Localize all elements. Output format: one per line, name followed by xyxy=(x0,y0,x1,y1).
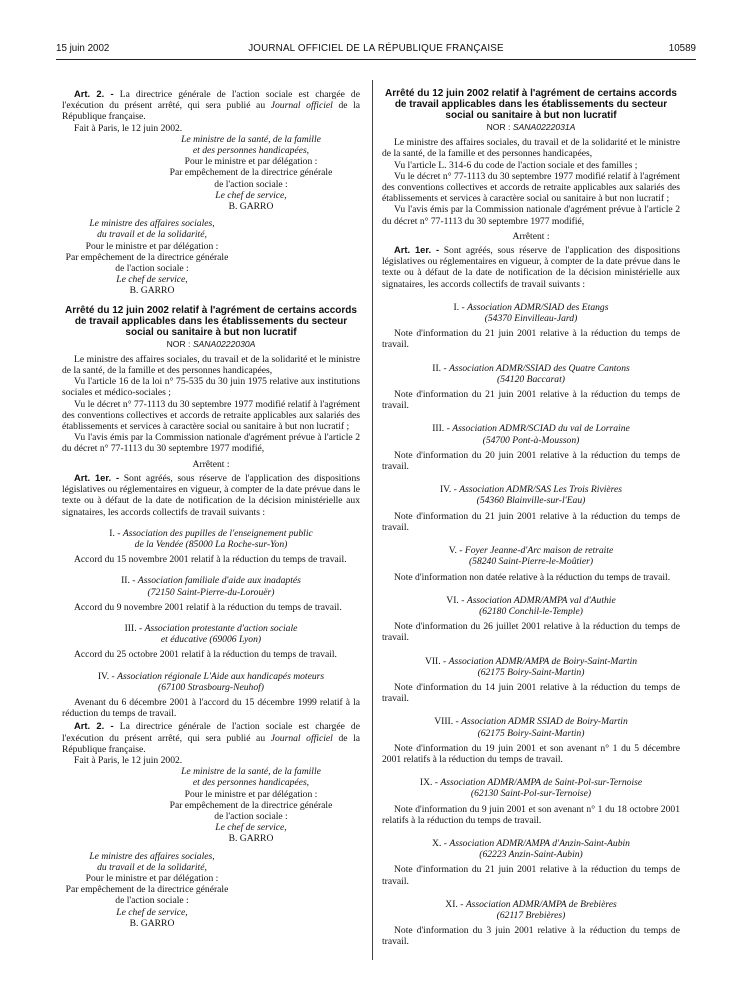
arretent-left: Arrêtent : xyxy=(192,458,230,470)
nor-reference-left: NOR : SANA0222030A xyxy=(166,338,256,349)
article-2-bottom: Art. 2. - La directrice générale de l'action sociale est chargée de l'exécution du présent arrêté, qui sera publié au Journal officiel de la République française. xyxy=(62,720,361,755)
visa-commission-left: Vu l'avis émis par la Commission nationale d'agrément prévue à l'article 2 du décret n° 77-1113 du 30 septembre 1977 modifié, xyxy=(62,432,360,455)
left-column xyxy=(62,88,360,929)
association-agreement-text: Note d'information du 21 juin 2001 relative à la réduction du temps de travail. xyxy=(382,510,680,533)
association-entry xyxy=(382,363,680,412)
association-agreement-text: Note d'information du 21 juin 2001 relative à la réduction du temps de travail. xyxy=(382,389,680,412)
signature-block-4: Le ministre des affaires sociales, du travail et de la solidarité, Pour le ministre et par délégation : Par empêchement de la directrice générale de l'action sociale : Le chef de service, B. GARRO xyxy=(65,850,229,929)
decree-title-right: Arrêté du 12 juin 2002 relatif à l'agrément de certains accords de travail applicables dans les établissements du secteur social ou sanitaire à but non lucratif xyxy=(385,88,677,121)
header-rule xyxy=(56,59,696,60)
association-location: (72150 Saint-Pierre-du-Lorouër) xyxy=(147,586,275,598)
page-header xyxy=(56,43,696,55)
association-location: (67100 Strasbourg-Neuhof) xyxy=(158,681,264,693)
association-entry xyxy=(62,528,360,566)
association-entry xyxy=(382,838,680,887)
right-column xyxy=(382,88,680,948)
association-location: (54370 Einvilleau-Jard) xyxy=(484,313,578,325)
visa-decree-left: Vu le décret n° 77-1113 du 30 septembre 1977 modifié relatif à l'agrément des conventions collectives et accords de retraite applicables aux salariés des établissements et services à caractère social ou sanitaire à but non lucratif ; xyxy=(62,398,360,433)
association-heading: X. - Association ADMR/AMPA d'Anzin-Saint-Aubin xyxy=(432,837,630,849)
association-location: de la Vendée (85000 La Roche-sur-Yon) xyxy=(134,538,288,550)
association-agreement-text: Avenant du 6 décembre 2001 à l'accord du 15 décembre 1999 relatif à la réduction du temps de travail. xyxy=(62,696,360,720)
association-heading: IX. - Association ADMR/AMPA de Saint-Pol-sur-Ternoise xyxy=(419,777,643,789)
visa-ministers-right: Le ministre des affaires sociales, du travail et de la solidarité et le ministre de la santé, de la famille et des personnes handicapées, xyxy=(382,137,680,160)
association-agreement-text: Accord du 15 novembre 2001 relatif à la réduction du temps de travail. xyxy=(74,554,347,566)
association-heading: VIII. - Association ADMR SSIAD de Boiry-Martin xyxy=(434,716,628,728)
association-agreement-text: Note d'information du 9 juin 2001 et son avenant n° 1 du 18 octobre 2001 relatifs à la réduction du temps de travail. xyxy=(382,803,680,826)
header-date: 15 juin 2002 xyxy=(56,43,110,54)
association-location: (62175 Boiry-Saint-Martin) xyxy=(477,727,585,739)
association-entry xyxy=(62,671,360,720)
association-entry xyxy=(62,575,360,613)
visa-code-right: Vu l'article L. 314-6 du code de l'action sociale et des familles ; xyxy=(394,159,638,171)
column-divider xyxy=(372,80,373,960)
association-heading: IV. - Association régionale L'Aide aux handicapés moteurs xyxy=(97,670,325,682)
association-location: (62223 Anzin-Saint-Aubin) xyxy=(479,849,583,861)
association-heading: IV. - Association ADMR/SAS Les Trois Rivières xyxy=(439,484,623,496)
association-entry xyxy=(382,545,680,583)
association-heading: VI. - Association ADMR/AMPA val d'Authie xyxy=(446,594,616,606)
association-location: (62180 Conchil-le-Temple) xyxy=(479,605,583,617)
fait-a-paris-bottom: Fait à Paris, le 12 juin 2002. xyxy=(74,754,183,766)
association-location: (58240 Saint-Pierre-le-Moûtier) xyxy=(468,556,594,568)
association-heading: III. - Association ADMR/SCIAD du val de Lorraine xyxy=(432,423,630,435)
left-association-list xyxy=(62,528,360,720)
association-heading: III. - Association protestante d'action sociale xyxy=(124,622,298,634)
association-entry xyxy=(382,595,680,644)
association-location: (54120 Baccarat) xyxy=(497,373,565,385)
association-entry xyxy=(382,716,680,765)
header-page-number: 10589 xyxy=(668,43,696,54)
fait-a-paris-top: Fait à Paris, le 12 juin 2002. xyxy=(74,122,183,134)
association-entry xyxy=(382,302,680,351)
signature-block-2: Le ministre des affaires sociales, du travail et de la solidarité, Pour le ministre et par délégation : Par empêchement de la directrice générale de l'action sociale : Le chef de service, B. GARRO xyxy=(65,218,229,297)
association-agreement-text: Note d'information du 26 juillet 2001 relative à la réduction du temps de travail. xyxy=(382,621,680,644)
decree-title-left: Arrêté du 12 juin 2002 relatif à l'agrément de certains accords de travail applicables dans les établissements du secteur social ou sanitaire à but non lucratif xyxy=(65,304,357,338)
association-location: et éducative (69006 Lyon) xyxy=(160,634,262,646)
visa-decree-right: Vu le décret n° 77-1113 du 30 septembre 1977 modifié relatif à l'agrément des conventions collectives et accords de retraite applicables aux salariés des établissements et services à caractère social ou sanitaire à but non lucratif ; xyxy=(382,170,680,205)
association-heading: XI. - Association ADMR/AMPA de Brebières xyxy=(445,898,617,910)
association-agreement-text: Note d'information du 19 juin 2001 et son avenant n° 1 du 5 décembre 2001 relatifs à la réduction du temps de travail. xyxy=(382,742,680,765)
association-entry xyxy=(382,423,680,472)
signature-block-1: Le ministre de la santé, de la famille et des personnes handicapées, Pour le ministre et par délégation : Par empêchement de la directrice générale de l'action sociale : Le chef de service, B. GARRO xyxy=(169,133,333,213)
association-heading: II. - Association familiale d'aide aux inadaptés xyxy=(121,575,301,587)
association-entry xyxy=(382,899,680,948)
association-location: (62175 Boiry-Saint-Martin) xyxy=(477,666,585,678)
association-entry xyxy=(62,623,360,661)
article-2-top: Art. 2. - La directrice générale de l'action sociale est chargée de l'exécution du présent arrêté, qui sera publié au Journal officiel de la République française. xyxy=(62,88,361,123)
association-agreement-text: Note d'information du 20 juin 2001 relative à la réduction du temps de travail. xyxy=(382,449,680,473)
association-heading: I. - Association des pupilles de l'enseignement public xyxy=(109,527,313,539)
association-agreement-text: Note d'information du 14 juin 2001 relative à la réduction du temps de travail. xyxy=(382,681,680,705)
association-location: (62117 Brebières) xyxy=(496,909,566,921)
visa-ministers-left: Le ministre des affaires sociales, du travail et de la solidarité et le ministre de la santé, de la famille et des personnes handicapées, xyxy=(62,353,360,377)
arretent-right: Arrêtent : xyxy=(512,230,550,242)
association-agreement-text: Note d'information non datée relative à la réduction du temps de travail. xyxy=(394,571,671,583)
association-entry xyxy=(382,656,680,705)
signature-block-3: Le ministre de la santé, de la famille et des personnes handicapées, Pour le ministre et par délégation : Par empêchement de la directrice générale de l'action sociale : Le chef de service, B. GARRO xyxy=(169,766,333,845)
header-journal-title: JOURNAL OFFICIEL DE LA RÉPUBLIQUE FRANÇAISE xyxy=(248,43,504,54)
association-agreement-text: Accord du 25 octobre 2001 relatif à la réduction du temps de travail. xyxy=(74,649,337,661)
association-agreement-text: Accord du 9 novembre 2001 relatif à la réduction du temps de travail. xyxy=(74,601,342,613)
association-entry xyxy=(382,777,680,826)
association-heading: II. - Association ADMR/SSIAD des Quatre Cantons xyxy=(432,362,630,374)
association-entry xyxy=(382,484,680,533)
association-heading: I. - Association ADMR/SIAD des Etangs xyxy=(453,301,609,313)
article-1-right: Art. 1er. - Sont agréés, sous réserve de l'application des dispositions législatives ou réglementaires en vigueur, à compter de la date prévue dans le texte ou à défaut de la date de notification de la décision ministérielle aux signataires, les accords collectifs de travail suivants : xyxy=(382,244,681,290)
association-agreement-text: Note d'information du 21 juin 2001 relative à la réduction du temps de travail. xyxy=(382,864,680,887)
association-location: (54360 Blainville-sur-l'Eau) xyxy=(476,495,586,507)
association-location: (62130 Saint-Pol-sur-Ternoise) xyxy=(470,788,592,800)
association-agreement-text: Note d'information du 21 juin 2001 relative à la réduction du temps de travail. xyxy=(382,328,680,351)
association-location: (54700 Pont-à-Mousson) xyxy=(482,434,580,446)
association-agreement-text: Note d'information du 3 juin 2001 relative à la réduction du temps de travail. xyxy=(382,925,680,948)
visa-law-left: Vu l'article 16 de la loi n° 75-535 du 30 juin 1975 relative aux institutions sociales et médico-sociales ; xyxy=(62,376,360,399)
nor-reference-right: NOR : SANA0222031A xyxy=(486,122,576,132)
association-heading: V. - Foyer Jeanne-d'Arc maison de retraite xyxy=(448,545,614,557)
visa-commission-right: Vu l'avis émis par la Commission nationale d'agrément prévue à l'article 2 du décret n° 77-1113 du 30 septembre 1977 modifié, xyxy=(382,204,680,227)
article-1-left: Art. 1er. - Sont agréés, sous réserve de l'application des dispositions législatives ou réglementaires en vigueur, à compter de la date prévue dans le texte ou à défaut de la date de notification de la décision ministérielle aux signataires, les accords collectifs de travail suivants : xyxy=(62,471,361,518)
association-heading: VII. - Association ADMR/AMPA de Boiry-Saint-Martin xyxy=(424,655,638,667)
right-association-list xyxy=(382,302,680,948)
